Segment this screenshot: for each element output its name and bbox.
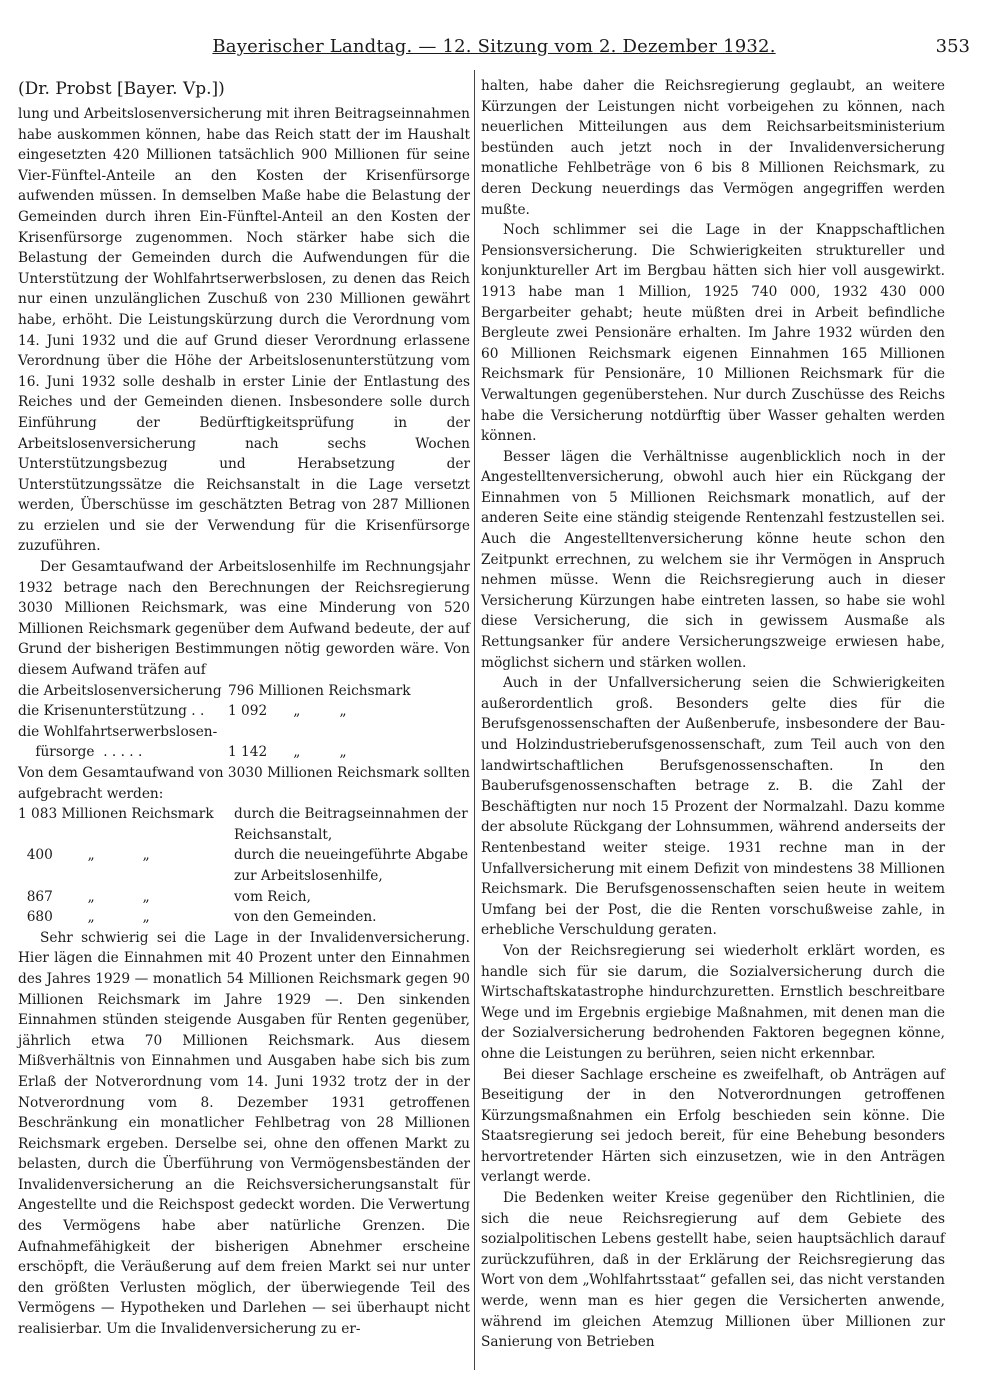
speaker-label: (Dr. Probst [Bayer. Vp.]) xyxy=(18,79,225,99)
right-column xyxy=(481,76,945,1368)
table-label: fürsorge . . . . . xyxy=(18,744,143,761)
paragraph: Der Gesamtaufwand der Arbeitslosenhilfe im Rechnungsjahr 1932 betrage nach den Berechnungen der Reichsregierung 3030 Millionen Reichsmark, was eine Minderung von 520 Millionen Reichsmark gegenüber dem Aufwand bedeute, der auf Grund der bisherigen Bestimmungen nötig geworden wäre. Von diesem Aufwand träfen auf xyxy=(18,559,470,679)
table-value: 796 Millionen Reichsmark xyxy=(228,682,411,699)
list-item xyxy=(18,804,470,845)
amount: 1 083 Millionen Reichsmark xyxy=(18,806,214,823)
source: durch die Beitragseinnahmen der Reichsanstalt, xyxy=(234,806,468,843)
table-row xyxy=(18,722,470,743)
list-item xyxy=(18,887,470,908)
table-row xyxy=(18,681,470,702)
list-item xyxy=(18,845,470,886)
table-row xyxy=(18,701,470,722)
distribution-list xyxy=(18,804,470,928)
amount: 867 „ „ xyxy=(18,888,150,905)
page-header xyxy=(18,34,970,64)
source: durch die neueingeführte Abgabe zur Arbeitslosenhilfe, xyxy=(234,847,469,884)
table-value xyxy=(228,722,470,743)
source: von den Gemeinden. xyxy=(234,909,377,926)
page-number: 353 xyxy=(935,36,970,57)
table-label: die Krisenunterstützung . . xyxy=(18,703,205,720)
expense-table xyxy=(18,681,470,763)
table-value: 1 092 „ „ xyxy=(228,703,347,720)
paragraph: Bei dieser Sachlage erscheine es zweifelhaft, ob Anträgen auf Beseitigung der in den Notverordnungen getroffenen Kürzungsmaßnahmen ein Erfolg beschieden sein könne. Die Staatsregierung sei jedoch bereit, für eine Behebung besonders hervortretender Härten sich einzusetzen, wie in den Anträgen verlangt werde. xyxy=(481,1066,945,1186)
column-divider xyxy=(474,70,475,1370)
paragraph: lung und Arbeitslosenversicherung mit ihren Beitragseinnahmen habe auskommen können, habe das Reich statt der im Haushalt eingesetzten 420 Millionen tatsächlich 900 Millionen für seine Vier-Fünftel-Anteile an den Kosten der Krisenfürsorge aufwenden müssen. In demselben Maße habe die Belastung der Gemeinden durch ihren Ein-Fünftel-Anteil an den Kosten der Krisenfürsorge zugenommen. Noch stärker habe sich die Belastung der Gemeinden durch die Aufwendungen für die Unterstützung der Wohlfahrtserwerbslosen, zu denen das Reich nur einen unzulänglichen Zuschuß von 230 Millionen gewährt habe, erhöht. Die Leistungskürzung durch die Verordnung vom 14. Juni 1932 und die auf Grund dieser Verordnung erlassene Verordnung über die Höhe der Arbeitslosenunterstützung vom 16. Juni 1932 solle deshalb in erster Linie der Entlastung des Reiches und der Gemeinden dienen. Insbesondere solle durch Einführung der Bedürftigkeitsprüfung in der Arbeitslosenversicherung nach sechs Wochen Unterstützungsbezug und Herabsetzung der Unterstützungssätze die Reichsanstalt in die Lage versetzt werden, Überschüsse im geschätzten Betrag von 287 Millionen zu erzielen und sie der Verwendung für die Krisenfürsorge zuzuführen. xyxy=(18,106,470,555)
list-item xyxy=(18,907,470,928)
paragraph: Die Bedenken weiter Kreise gegenüber den Richtlinien, die sich die neue Reichsregierung auf dem Gebiete des sozialpolitischen Lebens gestellt habe, seien hauptsächlich darauf zurückzuführen, daß in der Erklärung der Reichsregierung das Wort von dem „Wohlfahrtsstaat“ gefallen sei, das nicht verstanden werde, wenn man es hier gegen die Versicherten anwende, während im gleichen Atemzug Millionen über Millionen zur Sanierung von Betrieben xyxy=(481,1190,945,1351)
amount: 680 „ „ xyxy=(18,909,150,926)
paragraph: Besser lägen die Verhältnisse augenblicklich noch in der Angestelltenversicherung, obwohl auch hier ein Rückgang der Einnahmen von 5 Millionen Reichsmark monatlich, auf der anderen Seite eine ständig steigende Rentenzahl festzustellen sei. Auch die Angestelltenversicherung könne heute schon den Zeitpunkt errechnen, zu welchem sie ihr Vermögen in Anspruch nehmen müsse. Wenn die Reichsregierung auch in dieser Versicherung Kürzungen habe eintreten lassen, so habe sie wohl diese Versicherung, die sich in gewissem Ausmaße als Rettungsanker für andere Versicherungszweige erwiesen habe, möglichst sichern und stärken wollen. xyxy=(481,448,945,671)
amount: 400 „ „ xyxy=(18,847,150,864)
table-row xyxy=(18,742,470,763)
table-label: die Arbeitslosenversicherung xyxy=(18,682,222,699)
left-column xyxy=(18,76,470,1368)
paragraph: halten, habe daher die Reichsregierung geglaubt, an weitere Kürzungen der Leistungen nicht vorbeigehen zu können, nach neuerlichen Mitteilungen aus dem Reichsarbeitsministerium bestünden auch jetzt noch in der Invalidenversicherung monatliche Fehlbeträge von 6 bis 8 Millionen Reichsmark, zu deren Deckung neuerdings das Vermögen angegriffen werden mußte. xyxy=(481,78,945,218)
table-label: die Wohlfahrtserwerbslosen- xyxy=(18,723,218,740)
paragraph: Auch in der Unfallversicherung seien die Schwierigkeiten außerordentlich groß. Besonders gelte dies für die Berufsgenossenschaften der Außenberufe, insbesondere der Bau- und Holzindustrieberufsgenossenschaft, zum Teil auch von den landwirtschaftlichen Berufsgenossenschaften. In den Bauberufsgenossenschaften betrage z. B. die Zahl der Beschäftigten nur noch 15 Prozent der Normalzahl. Dazu komme der absolute Rückgang der Lohnsummen, während anderseits der Rentenbestand weiter steige. 1931 rechne man in der Unfallversicherung mit einem Defizit von mindestens 38 Millionen Reichsmark. Die Berufsgenossenschaften seien heute in weitem Umfang bei der Post, die die Renten vorschußweise zahle, in erhebliche Verschuldung geraten. xyxy=(481,675,945,939)
paragraph: Von dem Gesamtaufwand von 3030 Millionen Reichsmark sollten aufgebracht werden: xyxy=(18,765,470,802)
paragraph: Sehr schwierig sei die Lage in der Invalidenversicherung. Hier lägen die Einnahmen mit 40 Prozent unter den Einnahmen des Jahres 1929 — monatlich 54 Millionen Reichsmark gegen 90 Millionen Reichsmark im Jahre 1929 —. Den sinkenden Einnahmen stünden steigende Ausgaben für Renten gegenüber, jährlich etwa 70 Millionen Reichsmark. Aus diesem Mißverhältnis von Einnahmen und Ausgaben habe sich bis zum Erlaß der Notverordnung vom 14. Juni 1932 trotz der in der Notverordnung vom 8. Dezember 1931 getroffenen Beschränkung ein monatlicher Fehlbetrag von 28 Millionen Reichsmark ergeben. Derselbe sei, ohne den offenen Markt zu belasten, durch die Überführung von Vermögensbeständen der Invalidenversicherung an die Reichsversicherungsanstalt für Angestellte und die Reichspost gedeckt worden. Die Verwertung des Vermögens habe aber natürliche Grenzen. Die Aufnahmefähigkeit der bisherigen Abnehmer erscheine erschöpft, die Veräußerung auf dem freien Markt sei nur unter den größten Verlusten möglich, der überwiegende Teil des Vermögens — Hypotheken und Darlehen — sei überhaupt nicht realisierbar. Um die Invalidenversicherung zu er- xyxy=(18,929,470,1338)
running-title: Bayerischer Landtag. — 12. Sitzung vom 2. Dezember 1932. xyxy=(212,36,776,57)
table-value: 1 142 „ „ xyxy=(228,744,347,761)
source: vom Reich, xyxy=(234,888,311,905)
paragraph: Von der Reichsregierung sei wiederholt erklärt worden, es handle sich für sie darum, die Sozialversicherung durch die Wirtschaftskatastrophe hindurchzuretten. Ernstlich beschreitbare Wege und im Ergebnis ergiebige Maßnahmen, mit denen man die der Sozialversicherung bedrohenden Faktoren begegnen könne, ohne die Leistungen zu berühren, seien nicht erkennbar. xyxy=(481,942,945,1062)
paragraph: Noch schlimmer sei die Lage in der Knappschaftlichen Pensionsversicherung. Die Schwierigkeiten struktureller und konjunktureller Art im Bergbau hätten sich hier voll ausgewirkt. 1913 habe man 1 Million, 1925 740 000, 1932 430 000 Bergarbeiter gehabt; heute müßten drei in Arbeit befindliche Bergleute zwei Pensionäre erhalten. Im Jahre 1932 würden den 60 Millionen Reichsmark eigenen Einnahmen 165 Millionen Reichsmark für Pensionäre, 10 Millionen Reichsmark für die Verwaltungen gegenüberstehen. Nur durch Zuschüsse des Reichs habe die Versicherung notdürftig über Wasser gehalten werden können. xyxy=(481,222,945,445)
